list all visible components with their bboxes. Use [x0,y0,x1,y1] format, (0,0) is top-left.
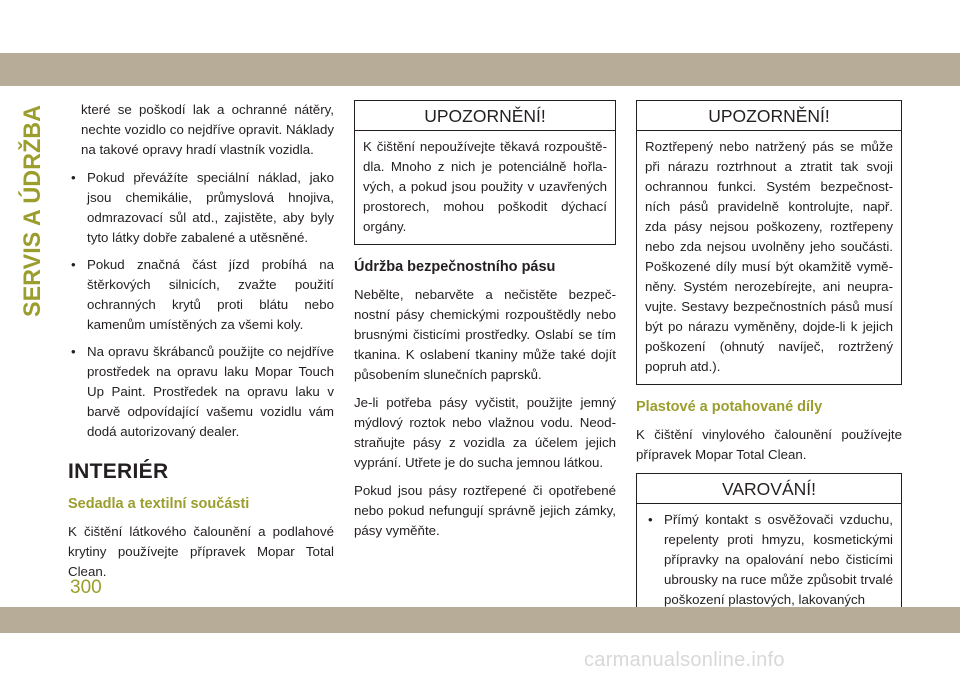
watermark: carmanualsonline.info [584,649,785,671]
side-section-title [14,104,48,318]
body-paragraph: Nebělte, nebarvěte a nečistěte bezpečnostní pásy chemickými rozpouštědly nebo brusnými čisticími prostředky. Oslabí se tím tkanina. K oslabení tkaniny může také dojít působením slunečních paprsků. [354,287,616,382]
subheading: Plastové a potahované díly [636,399,823,415]
page-number: 300 [70,577,102,598]
continued-paragraph: které se poškodí lak a ochranné nátěry, nechte vozidlo co nejdříve opravit. Náklady na takové opravy hradí vlastník vozidla. [81,102,334,157]
caution-text: Roztřepený nebo natržený pás se může při nárazu roztrhnout a ztratit tak svoji ochrannou funkci. Systém bezpečnostních pásů pravidelně kontrolujte, např. zda pásy nejsou poškozeny, roztřepeny nebo zda nejsou uvolněny jeho součásti. Poškozené díly musí být okamžitě vyměněny. Systém nerozebírejte, ani neupravujte. Sestavy bezpečnostních pásů musí být po nárazu vyměněny, dojde-li k jejich poškození (ohnutý navíječ, roztržený popruh atd.). [645,139,893,374]
column-1 [68,100,334,590]
side-title-text: SERVIS A ÚDRŽBA [19,104,46,317]
subheading: Sedadla a textilní součásti [68,496,250,512]
caution-box [354,100,616,245]
section-heading: INTERIÉR [68,460,169,483]
subheading: Údržba bezpečnostního pásu [354,259,556,275]
body-paragraph: Je-li potřeba pásy vyčistit, použijte jemný mýdlový roztok nebo vlažnou vodu. Neodstraňujte pásy z vozidla za účelem jejich vyprání. Utřete je do sucha jemnou látkou. [354,395,616,470]
body-paragraph: Pokud jsou pásy roztřepené či opotřebené nebo pokud nefungují správně jejich zámky, pásy vyměňte. [354,483,616,538]
body-paragraph: K čištění vinylového čalounění používejte přípravek Mopar Total Clean. [636,427,902,462]
bullet-item: • Pokud převážíte speciální náklad, jako jsou chemikálie, průmyslová hnojiva, odmrazovací sůl atd., zajistěte, aby byly tyto látky dobře zabalené a utěsněné. [68,168,334,248]
warning-box [636,473,902,617]
top-band [0,53,960,86]
column-3 [636,100,902,625]
bullet-item: • Pokud značná část jízd probíhá na štěrkových silnicích, zvažte použití ochranných krytů proti blátu nebo kamenům umístěných za všemi koly. [68,255,334,335]
body-paragraph: K čištění látkového čalounění a podlahové krytiny používejte přípravek Mopar Total Clean. [68,524,334,579]
bullet-item: • Na opravu škrábanců použijte co nejdříve prostředek na opravu laku Mopar Touch Up Paint. Prostředek na opravu laku v barvě odpovídající vašemu vozidlu vám dodá autorizovaný dealer. [68,342,334,442]
caution-text: K čištění nepoužívejte těkavá rozpouštědla. Mnoho z nich je potenciálně hořlavých, a pokud jsou použity v uzavřených prostorech, mohou poškodit dýchací orgány. [363,139,607,234]
bullet-list [68,168,334,442]
column-2 [354,100,616,549]
caution-title: UPOZORNĚNÍ! [637,101,901,131]
caution-box [636,100,902,385]
warning-bullet: • Přímý kontakt s osvěžovači vzduchu, repelenty proti hmyzu, kosmetickými přípravky na opalování nebo čisticími ubrousky na ruce může způsobit trvalé poškození plastových, lakovaných [645,510,893,610]
warning-list [645,510,893,610]
bottom-band [0,607,960,633]
warning-title: VAROVÁNÍ! [637,474,901,504]
caution-title: UPOZORNĚNÍ! [355,101,615,131]
